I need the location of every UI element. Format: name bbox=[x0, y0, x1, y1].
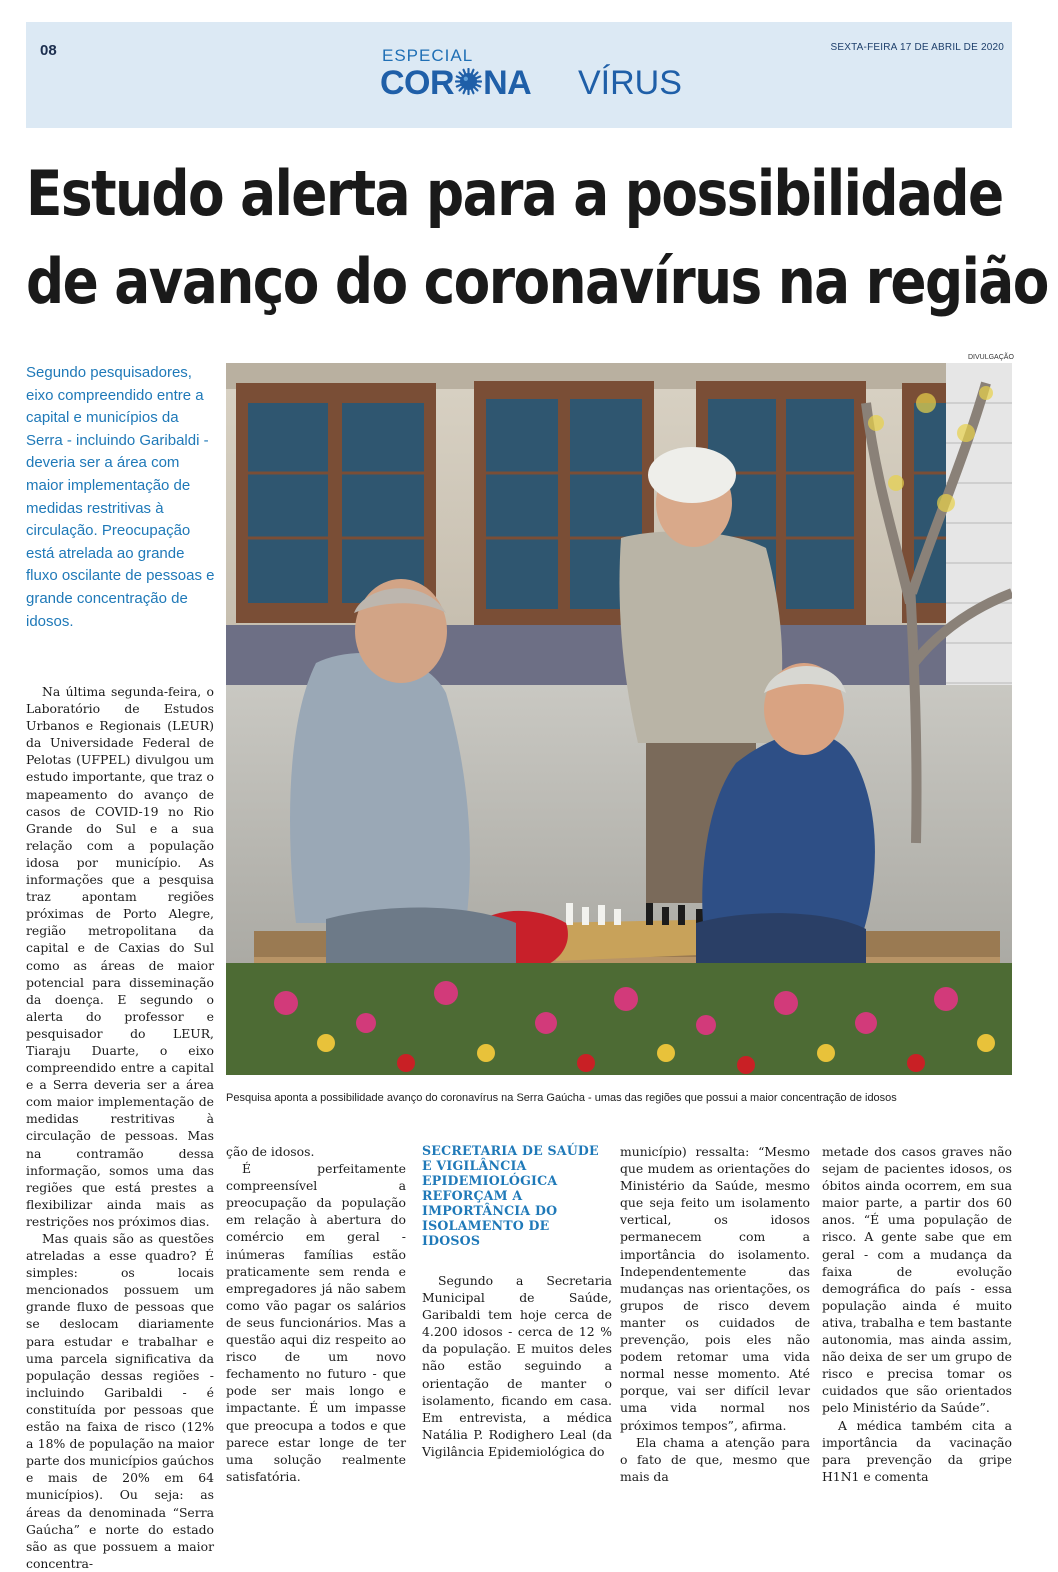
body-column-4 bbox=[620, 1143, 810, 1485]
body-paragraph: ção de idosos. bbox=[226, 1144, 315, 1159]
virus-icon bbox=[455, 68, 482, 95]
section-subheading: SECRETARIA DE SAÚDE E VIGILÂNCIA EPIDEMIOLÓGICA REFORÇAM A IMPORTÂNCIA DO ISOLAMENTO DE IDOSOS bbox=[422, 1143, 599, 1248]
body-paragraph: Ela chama a atenção para o fato de que, mesmo que mais da bbox=[620, 1434, 810, 1484]
photo-caption: Pesquisa aponta a possibilidade avanço do coronavírus na Serra Gaúcha - umas das regiões que possui a maior concentração de idosos bbox=[226, 1092, 897, 1104]
body-paragraph: metade dos casos graves não sejam de pacientes idosos, os óbitos ainda ocorrem, em sua maior parte, a partir dos 60 anos. “É uma população de risco. A gente sabe que em geral - com a mudança da faixa de evolução demográfica do país - essa população ainda é muito ativa, trabalha e tem bastante autonomia, mas ainda assim, não deixa de ser um grupo de risco e precisa tomar os cuidados que são orientados pelo Ministério da Saúde”. bbox=[822, 1144, 1012, 1416]
body-column-5 bbox=[822, 1143, 1012, 1485]
page-number: 08 bbox=[40, 42, 57, 59]
headline bbox=[26, 150, 1048, 326]
body-paragraph: Na última segunda-feira, o Laboratório de Estudos Urbanos e Regionais (LEUR) da Universidade Federal de Pelotas (UFPEL) divulgou um estudo importante, que traz o mapeamento do avanço de casos de COVID-19 no Rio Grande do Sul e a sua relação com a população idosa por município. As informações que a pesquisa traz apontam regiões próximas de Porto Alegre, região metropolitana da capital e de Caxias do Sul como as áreas de maior potencial para disseminação da doença. E segundo o alerta do professor e pesquisador do LEUR, Tiaraju Duarte, o eixo compreendido entre a capital e a Serra deveria ser a área com maior implementação de medidas restritivas à circulação de pessoas. Mas na contramão dessa informação, somos uma das regiões que está prestes a flexibilizar ainda mais as restrições nos próximos dias. bbox=[26, 684, 214, 1229]
chess-photo bbox=[226, 363, 1012, 1075]
issue-date: SEXTA-FEIRA 17 DE ABRIL DE 2020 bbox=[830, 42, 1004, 53]
body-column-2 bbox=[226, 1143, 406, 1485]
body-column-3 bbox=[422, 1143, 612, 1460]
photo-credit: DIVULGAÇÃO bbox=[968, 354, 1014, 361]
body-paragraph: município) ressalta: “Mesmo que mudem as orientações do Ministério da Saúde, mesmo que seja feito um isolamento vertical, os idosos permanecem com a importância do isolamento. Independentemente das mudanças nas orientações, os grupos de risco devem manter os cuidados de prevenção, pois eles não podem retomar uma vida normal nesse momento. Até porque, vai ser difícil levar uma vida normal nos próximos tempos”, afirma. bbox=[620, 1144, 810, 1433]
logo-corona-text bbox=[380, 64, 531, 103]
headline-line-1: Estudo alerta para a possibilidade bbox=[26, 157, 1003, 230]
headline-line-2: de avanço do coronavírus na região bbox=[26, 245, 1048, 318]
body-paragraph: Segundo a Secretaria Municipal de Saúde, Garibaldi tem hoje cerca de 4.200 idosos - cerca de 12 % da população. E muitos deles não estão seguindo a orientação de manter o isolamento, ficando em casa. Em entrevista, a médica Natália P. Rodighero Leal (da Vigilância Epidemiológica do bbox=[422, 1273, 612, 1459]
section-header bbox=[26, 22, 1012, 128]
body-paragraph: A médica também cita a importância da vacinação para prevenção da gripe H1N1 e comenta bbox=[822, 1417, 1012, 1484]
chess-photo-illustration bbox=[226, 363, 1012, 1075]
lead-paragraph: Segundo pesquisadores, eixo compreendido entre a capital e municípios da Serra - incluindo Garibaldi - deveria ser a área com maior implementação de medidas restritivas à circulação. Preocupação está atrelada ao grande fluxo oscilante de pessoas e grande concentração de idosos. bbox=[26, 364, 215, 630]
body-column-1 bbox=[26, 683, 214, 1572]
logo-virus-text: VÍRUS bbox=[578, 64, 682, 102]
logo-especial-text: ESPECIAL bbox=[382, 46, 474, 65]
logo-corona-part-a: COR bbox=[380, 64, 455, 102]
logo-corona-part-b: NA bbox=[483, 64, 532, 102]
body-paragraph: É perfeitamente compreensível a preocupação da população em relação à abertura do comércio em geral - inúmeras famílias estão praticamente sem renda e empregadores já não sabem como vão pagar os salários de seus funcionários. Mas a questão aqui diz respeito ao risco de um novo fechamento no futuro - que pode ser mais longo e impactante. É um impasse que preocupa a todos e que parece estar longe de ter uma solução realmente satisfatória. bbox=[226, 1161, 406, 1484]
body-paragraph: Mas quais são as questões atreladas a esse quadro? É simples: os locais mencionados possuem um grande fluxo de pessoas que se deslocam diariamente para estudar e trabalhar e uma parcela significativa da população dessas regiões - incluindo Garibaldi - é constituída por pessoas que estão na faixa de risco (12% a 18% de população na maior parte dos municípios gaúchos e mais de 20% em 64 municípios). Ou seja: as áreas da denominada “Serra Gaúcha” e norte do estado são as que possuem a maior concentra- bbox=[26, 1231, 214, 1571]
especial-coronavirus-logo bbox=[380, 40, 680, 120]
